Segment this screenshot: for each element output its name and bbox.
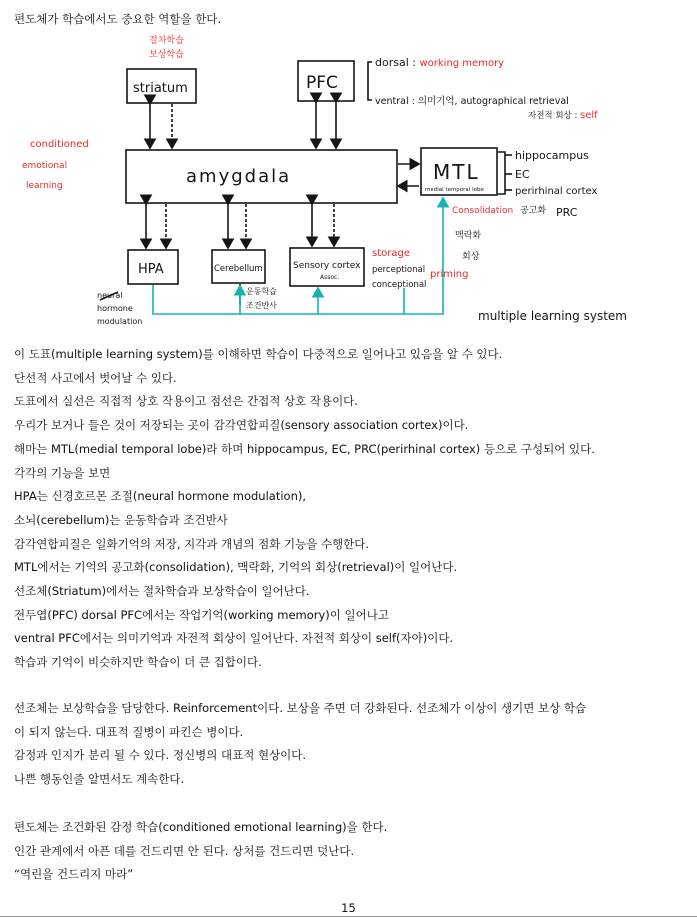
conditioned-label-2: emotional <box>22 161 68 171</box>
text-line: 단선적 사고에서 벗어날 수 있다. <box>14 370 177 385</box>
context-label-2: 회상 <box>462 252 480 262</box>
striatum-note-2: 보상학습 <box>149 50 184 60</box>
paragraph-amygdala <box>14 816 387 887</box>
text-line: 선조체는 보상학습을 담당한다. Reinforcement이다. 보상을 주면 더 강화된다. 선조체가 이상이 생기면 보상 학습 <box>14 701 587 715</box>
text-line: 학습과 기억이 비슷하지만 학습이 더 큰 집합이다. <box>14 655 262 670</box>
text-line: 해마는 MTL(medial temporal lobe)라 하며 hippocampus, EC, PRC(perirhinal cortex) 등으로 구성되어 있다. <box>14 441 595 456</box>
hpa-label: HPA <box>138 262 164 277</box>
hippocampus-label: hippocampus <box>515 149 589 162</box>
amygdala-label: amygdala <box>186 166 292 187</box>
text-line: 편도체는 조건화된 감정 학습(conditioned emotional learning)을 한다. <box>14 820 388 834</box>
text-line: ventral PFC에서는 의미기억과 자전적 회상이 일어난다. 자전적 회상이 self(자아)이다. <box>14 631 454 646</box>
text-line: 감각연합피질은 일화기억의 저장, 지각과 개념의 점화 기능을 수행한다. <box>14 536 370 551</box>
neural-label-2: hormone <box>97 304 133 313</box>
striatum-note-1: 절차학습 <box>149 36 184 46</box>
text-line: 소뇌(cerebellum)는 운동학습과 조건반사 <box>14 512 228 527</box>
striatum-label: striatum <box>133 81 188 96</box>
text-line: “역린을 건드리지 마라” <box>14 867 134 882</box>
text-line: 감정과 인지가 분리 될 수 있다. 정신병의 대표적 현상이다. <box>14 748 307 763</box>
system-title: multiple learning system <box>478 309 627 323</box>
cerebellum-label: Cerebellum <box>214 264 263 274</box>
paragraph-diagram-explanation <box>14 343 595 675</box>
context-label-1: 맥락화 <box>455 231 482 241</box>
ventral-label: ventral : 의미기억, autographical retrieval <box>375 96 569 107</box>
dorsal-working-memory: working memory <box>419 58 505 69</box>
ec-label: EC <box>515 168 530 181</box>
text-line: 인간 관계에서 아픈 데를 건드리면 안 된다. 상처를 건드리면 덧난다. <box>14 843 355 858</box>
storage-label: storage <box>372 248 410 259</box>
mtl-label: MTL <box>433 160 480 184</box>
conditioned-label-3: learning <box>26 181 63 191</box>
text-line: 도표에서 실선은 직접적 상호 작용이고 점선은 간접적 상호 작용이다. <box>14 394 358 409</box>
svg-text:자전적 회상 : self <box>528 110 598 121</box>
svg-text:dorsal : working memory <box>375 56 504 69</box>
consolidation-label: Consolidation <box>452 206 514 216</box>
bottom-rule <box>0 916 697 917</box>
page-number: 15 <box>341 901 356 915</box>
pfc-label: PFC <box>306 73 338 93</box>
text-line: 전두엽(PFC) dorsal PFC에서는 작업기억(working memory)이 일어나고 <box>14 607 389 622</box>
consolidation-kr: 공고화 <box>520 206 547 216</box>
multiple-learning-system-diagram <box>0 0 697 345</box>
text-line: 이 되지 않는다. 대표적 질병이 파킨슨 병이다. <box>14 724 244 739</box>
conditioned-label-1: conditioned <box>30 139 89 150</box>
perceptional-label: perceptional <box>372 265 426 275</box>
priming-label: priming <box>430 269 469 280</box>
intro-sentence: 편도체가 학습에서도 중요한 역할을 한다. <box>14 12 222 26</box>
sensory-label: Sensory cortex <box>293 261 361 271</box>
text-line: 각각의 기능을 보면 <box>14 465 111 480</box>
prc-label: PRC <box>556 206 578 219</box>
text-line: 선조체(Striatum)에서는 절차학습과 보상학습이 일어난다. <box>14 584 310 599</box>
dorsal-label: dorsal : <box>375 56 420 69</box>
neural-label-1: neural <box>97 291 123 300</box>
text-line: MTL에서는 기억의 공고화(consolidation), 맥락화, 기억의 회상(retrieval)이 일어난다. <box>14 560 458 575</box>
text-line: 이 도표(multiple learning system)를 이해하면 학습이 다중적으로 일어나고 있음을 알 수 있다. <box>14 347 503 361</box>
neural-label-3: modulation <box>97 317 143 326</box>
ventral-line2: 자전적 회상 : <box>528 111 581 121</box>
text-line: HPA는 신경호르몬 조절(neural hormone modulation), <box>14 489 307 504</box>
motor-label-1: 운동학습 <box>246 287 277 296</box>
conceptional-label: conceptional <box>372 280 427 290</box>
motor-label-2: 조건반사 <box>246 301 277 310</box>
paragraph-striatum <box>14 697 586 792</box>
sensory-sublabel: Assoc. <box>320 274 340 281</box>
svg-text:Consolidation 공고화 <box>452 204 546 216</box>
text-line: 우리가 보거나 들은 것이 저장되는 곳이 감각연합피질(sensory association cortex)이다. <box>14 418 469 433</box>
ventral-self: self <box>580 110 598 121</box>
text-line: 나쁜 행동인줄 알면서도 계속한다. <box>14 772 185 787</box>
mtl-sublabel: medial temporal lobe <box>425 187 484 193</box>
perirhinal-label: perirhinal cortex <box>515 186 598 197</box>
